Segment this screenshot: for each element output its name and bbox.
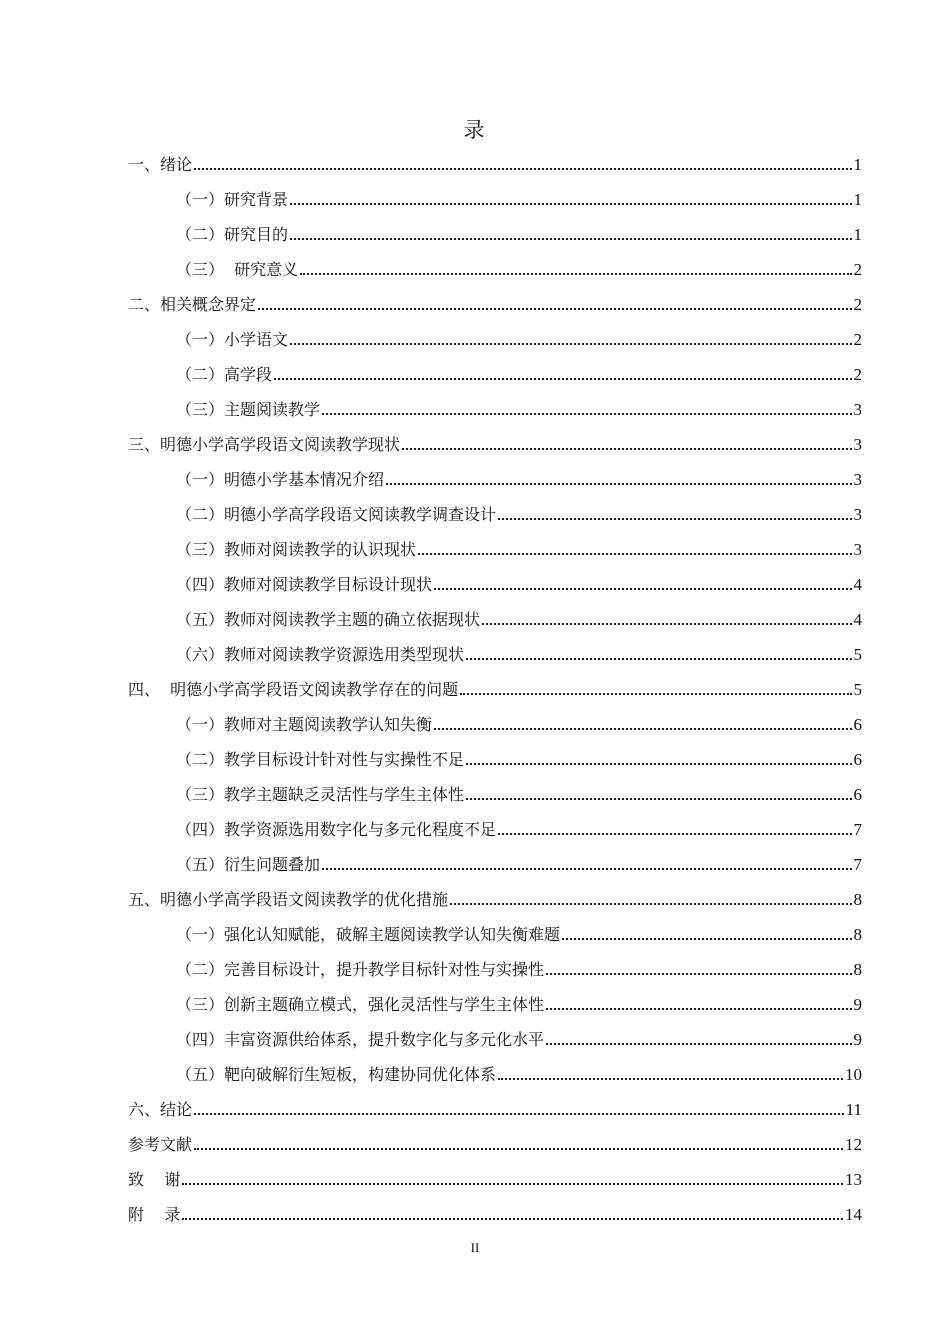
toc-entry[interactable] (128, 637, 862, 672)
toc-entry-page: 9 (853, 1030, 862, 1049)
toc-title: 录 (463, 118, 487, 142)
toc-entry-page: 1 (853, 155, 862, 174)
toc-leader-dots (194, 1148, 843, 1150)
toc-entry[interactable] (128, 217, 862, 252)
toc-leader-dots (546, 1008, 851, 1010)
toc-leader-dots (274, 378, 851, 380)
toc-entry-text: （三）教学主题缺乏灵活性与学生主体性 (176, 785, 465, 804)
toc-leader-dots (434, 588, 851, 590)
toc-leader-dots (182, 1183, 843, 1185)
toc-entry[interactable] (128, 882, 862, 917)
toc-entry-text: （二）明德小学高学段语文阅读教学调查设计 (176, 505, 497, 524)
toc-leader-dots (466, 763, 851, 765)
toc-entry[interactable] (128, 1092, 862, 1127)
toc-leader-dots (546, 1043, 851, 1045)
toc-entry-text: 附 录 (128, 1205, 181, 1224)
toc-entry-text: （二）研究目的 (176, 225, 289, 244)
toc-leader-dots (562, 938, 851, 940)
toc-entry-text: （三）教师对阅读教学的认识现状 (176, 540, 417, 559)
toc-entry-text: 一、绪论 (128, 155, 193, 174)
toc-entry[interactable] (128, 1197, 862, 1232)
toc-entry-page: 14 (845, 1205, 862, 1224)
page-number: II (470, 1240, 480, 1255)
toc-entry-page: 13 (845, 1170, 862, 1189)
toc-entry-page: 5 (853, 680, 862, 699)
toc-entry-page: 6 (853, 715, 862, 734)
toc-entry-page: 8 (853, 890, 862, 909)
toc-entry-page: 7 (853, 855, 862, 874)
toc-leader-dots (466, 658, 851, 660)
toc-entry[interactable] (128, 1057, 862, 1092)
toc-entry-text: （四）教学资源选用数字化与多元化程度不足 (176, 820, 497, 839)
toc-leader-dots (498, 833, 851, 835)
toc-entry[interactable] (128, 252, 862, 287)
toc-entry-text: （一）研究背景 (176, 190, 289, 209)
toc-leader-dots (546, 973, 851, 975)
toc-leader-dots (386, 483, 851, 485)
toc-entry[interactable] (128, 602, 862, 637)
toc-entry[interactable] (128, 987, 862, 1022)
toc-entry[interactable] (128, 952, 862, 987)
toc-leader-dots (300, 273, 851, 275)
toc-leader-dots (450, 903, 851, 905)
toc-entry-page: 1 (853, 225, 862, 244)
toc-entry-page: 1 (853, 190, 862, 209)
toc-leader-dots (434, 728, 851, 730)
toc-entry-text: （四）丰富资源供给体系，提升数字化与多元化水平 (176, 1030, 545, 1049)
toc-entry-page: 3 (853, 435, 862, 454)
toc-entry[interactable] (128, 1127, 862, 1162)
toc-entry-text: （五）教师对阅读教学主题的确立依据现状 (176, 610, 481, 629)
toc-leader-dots (322, 868, 851, 870)
toc-leader-dots (466, 798, 851, 800)
toc-entry[interactable] (128, 532, 862, 567)
toc-entry-text: 致 谢 (128, 1170, 181, 1189)
toc-leader-dots (290, 203, 851, 205)
table-of-contents (128, 147, 862, 1232)
toc-entry-page: 7 (853, 820, 862, 839)
toc-entry-page: 2 (853, 260, 862, 279)
toc-entry-page: 6 (853, 785, 862, 804)
toc-entry-page: 11 (845, 1100, 862, 1119)
toc-entry-text: （五）靶向破解衍生短板，构建协同优化体系 (176, 1065, 497, 1084)
toc-entry-text: （三）主题阅读教学 (176, 400, 321, 419)
toc-leader-dots (498, 1078, 843, 1080)
toc-entry-page: 2 (853, 295, 862, 314)
toc-entry-text: （一）小学语文 (176, 330, 289, 349)
toc-entry-page: 2 (853, 330, 862, 349)
toc-entry-text: 四、 明德小学高学段语文阅读教学存在的问题 (128, 680, 459, 699)
toc-entry[interactable] (128, 322, 862, 357)
toc-entry[interactable] (128, 777, 862, 812)
toc-leader-dots (402, 448, 851, 450)
toc-entry-text: （三） 研究意义 (176, 260, 299, 279)
toc-entry-text: 六、结论 (128, 1100, 193, 1119)
toc-entry[interactable] (128, 287, 862, 322)
toc-entry-page: 3 (853, 400, 862, 419)
toc-leader-dots (258, 308, 851, 310)
toc-entry[interactable] (128, 1162, 862, 1197)
toc-leader-dots (482, 623, 851, 625)
toc-entry-page: 2 (853, 365, 862, 384)
toc-leader-dots (418, 553, 851, 555)
toc-entry[interactable] (128, 462, 862, 497)
toc-entry-text: 参考文献 (128, 1135, 193, 1154)
toc-entry-page: 6 (853, 750, 862, 769)
toc-entry[interactable] (128, 917, 862, 952)
toc-entry-text: （二）教学目标设计针对性与实操性不足 (176, 750, 465, 769)
toc-entry[interactable] (128, 1022, 862, 1057)
toc-entry[interactable] (128, 742, 862, 777)
toc-entry-text: （二）完善目标设计，提升教学目标针对性与实操性 (176, 960, 545, 979)
toc-entry[interactable] (128, 427, 862, 462)
toc-entry-text: （五）衍生问题叠加 (176, 855, 321, 874)
toc-entry-page: 10 (845, 1065, 862, 1084)
toc-entry-text: 五、明德小学高学段语文阅读教学的优化措施 (128, 890, 449, 909)
toc-entry[interactable] (128, 847, 862, 882)
toc-entry-text: （一）教师对主题阅读教学认知失衡 (176, 715, 433, 734)
toc-entry[interactable] (128, 357, 862, 392)
toc-leader-dots (194, 168, 851, 170)
toc-entry-text: 三、明德小学高学段语文阅读教学现状 (128, 435, 401, 454)
toc-entry-text: （一）明德小学基本情况介绍 (176, 470, 385, 489)
toc-leader-dots (182, 1218, 843, 1220)
toc-entry-page: 3 (853, 540, 862, 559)
toc-entry-text: （一）强化认知赋能，破解主题阅读教学认知失衡难题 (176, 925, 561, 944)
toc-entry[interactable] (128, 672, 862, 707)
toc-leader-dots (290, 238, 851, 240)
toc-entry[interactable] (128, 392, 862, 427)
toc-leader-dots (460, 693, 851, 695)
toc-entry-page: 3 (853, 505, 862, 524)
toc-entry[interactable] (128, 812, 862, 847)
toc-leader-dots (194, 1113, 844, 1115)
toc-entry-page: 5 (853, 645, 862, 664)
toc-entry[interactable] (128, 147, 862, 182)
toc-leader-dots (322, 413, 851, 415)
toc-entry[interactable] (128, 567, 862, 602)
toc-entry[interactable] (128, 707, 862, 742)
toc-entry-page: 12 (845, 1135, 862, 1154)
toc-entry[interactable] (128, 182, 862, 217)
toc-entry[interactable] (128, 497, 862, 532)
toc-entry-page: 3 (853, 470, 862, 489)
toc-entry-text: （六）教师对阅读教学资源选用类型现状 (176, 645, 465, 664)
toc-entry-text: （二）高学段 (176, 365, 273, 384)
toc-entry-text: 二、相关概念界定 (128, 295, 257, 314)
toc-entry-page: 8 (853, 960, 862, 979)
toc-leader-dots (498, 518, 851, 520)
toc-entry-page: 9 (853, 995, 862, 1014)
toc-entry-text: （三）创新主题确立模式，强化灵活性与学生主体性 (176, 995, 545, 1014)
toc-entry-text: （四）教师对阅读教学目标设计现状 (176, 575, 433, 594)
toc-entry-page: 4 (853, 610, 862, 629)
toc-leader-dots (290, 343, 851, 345)
toc-entry-page: 4 (853, 575, 862, 594)
toc-entry-page: 8 (853, 925, 862, 944)
